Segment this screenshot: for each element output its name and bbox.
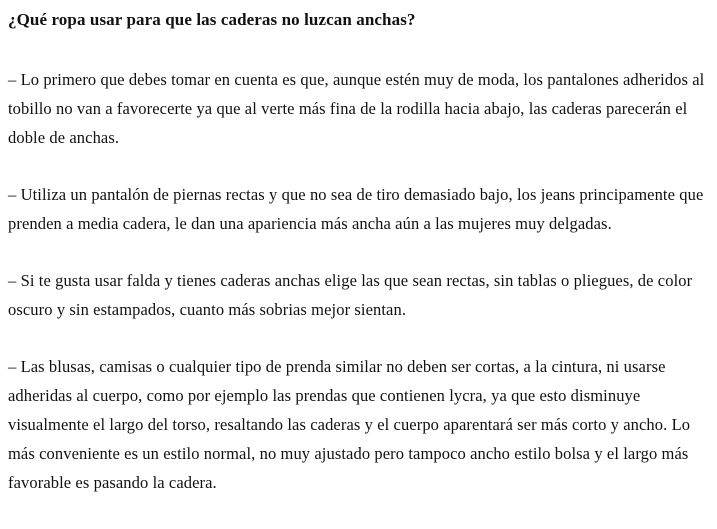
article-title: ¿Qué ropa usar para que las caderas no luzcan anchas?: [8, 10, 416, 29]
paragraph-faldas: – Si te gusta usar falda y tienes caderas anchas elige las que sean rectas, sin tablas o pliegues, de color oscuro y sin estampados, cuanto más sobrias mejor sientan.: [8, 271, 693, 319]
paragraph-blusas-camisas: – Las blusas, camisas o cualquier tipo de prenda similar no deben ser cortas, a la cintura, ni usarse adheridas al cuerpo, como por ejemplo las prendas que contienen lycra, ya que esto disminuye visualmente el largo del torso, resaltando las caderas y el cuerpo aparentará ser más corto y ancho. Lo más conveniente es un estilo normal, no muy ajustado pero tampoco ancho estilo bolsa y el largo más favorable es pasando la cadera.: [8, 357, 691, 492]
paragraph-pantalones-adheridos: – Lo primero que debes tomar en cuenta es que, aunque estén muy de moda, los pantalones adheridos al tobillo no van a favorecerte ya que al verte más fina de la rodilla hacia abajo, las caderas parecerán el doble de anchas.: [8, 70, 705, 147]
paragraph-pantalon-piernas-rectas: – Utiliza un pantalón de piernas rectas y que no sea de tiro demasiado bajo, los jeans principamente que prenden a media cadera, le dan una apariencia más ancha aún a las mujeres muy delgadas.: [8, 185, 704, 233]
